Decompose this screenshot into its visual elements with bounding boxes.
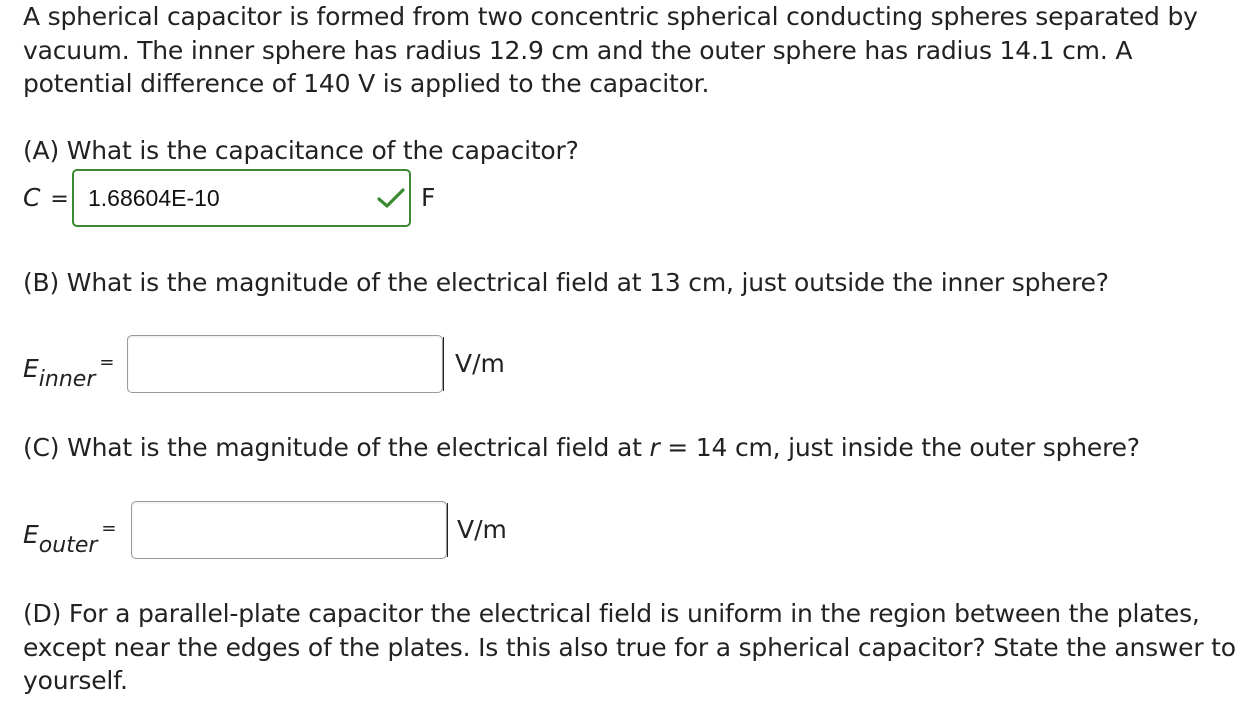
e-inner-input[interactable] bbox=[127, 335, 443, 393]
equals-sign: = bbox=[101, 518, 117, 539]
check-icon bbox=[376, 187, 406, 209]
problem-statement: A spherical capacitor is formed from two concentric spherical conducting spheres separated by vacuum. The inner sphere has radius 12.9 cm and the outer sphere has radius 14.1 cm. A potential difference of 140 V is applied to the capacitor. bbox=[23, 2, 1198, 98]
answer-a-label bbox=[23, 183, 69, 215]
variable-c: C bbox=[23, 183, 41, 212]
variable-e: E bbox=[23, 354, 39, 383]
unit-volts-per-meter: V/m bbox=[457, 515, 507, 544]
answer-c-label bbox=[23, 514, 117, 561]
capacitance-input[interactable] bbox=[72, 169, 411, 227]
equals-sign: = bbox=[50, 187, 69, 212]
question-c-pre: (C) What is the magnitude of the electrical field at bbox=[23, 433, 650, 462]
question-b-text: (B) What is the magnitude of the electrical field at 13 cm, just outside the inner sphere? bbox=[23, 268, 1109, 297]
question-a-text: (A) What is the capacitance of the capacitor? bbox=[23, 136, 579, 165]
question-d-text: (D) For a parallel-plate capacitor the electrical field is uniform in the region between the plates, except near the edges of the plates. Is this also true for a spherical capacitor? State the answer to yourself. bbox=[23, 599, 1236, 695]
unit-divider bbox=[443, 337, 444, 391]
question-c-text bbox=[23, 431, 1140, 465]
equals-sign: = bbox=[99, 352, 115, 373]
subscript-outer: outer bbox=[38, 533, 98, 558]
unit-farad: F bbox=[421, 183, 436, 212]
capacitance-input-value: 1.68604E-10 bbox=[88, 184, 220, 211]
e-outer-input[interactable] bbox=[131, 501, 447, 559]
variable-r: r bbox=[649, 433, 660, 462]
unit-divider bbox=[447, 503, 448, 557]
answer-b-label bbox=[23, 348, 114, 395]
subscript-inner: inner bbox=[38, 367, 96, 392]
variable-e: E bbox=[23, 520, 39, 549]
unit-volts-per-meter: V/m bbox=[455, 349, 505, 378]
question-c-post: 14 cm, just inside the outer sphere? bbox=[695, 433, 1140, 462]
question-c-eq: = bbox=[659, 433, 696, 462]
